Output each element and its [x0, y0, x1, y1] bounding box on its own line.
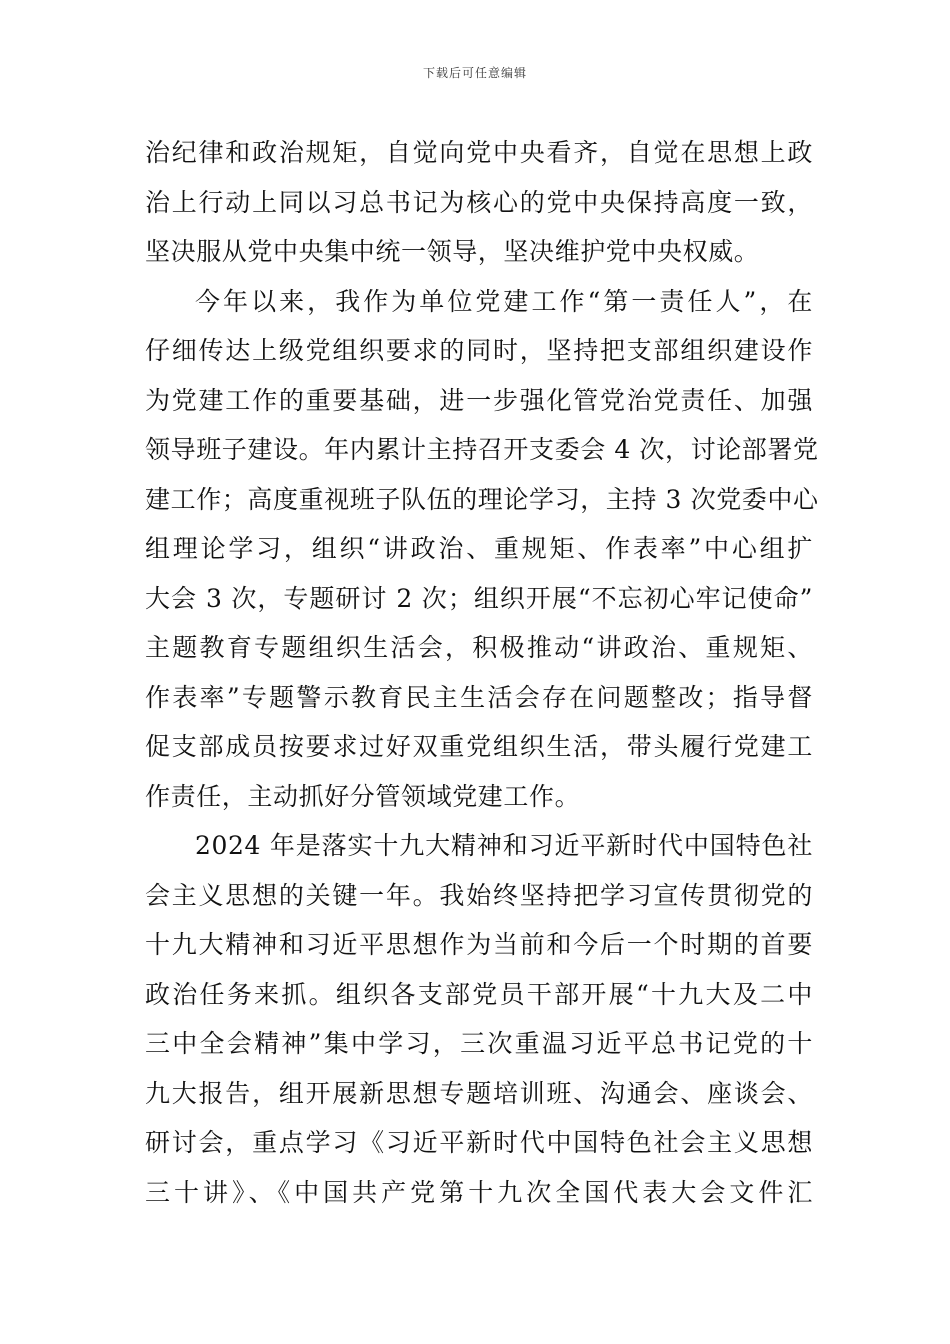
text-line: 主题教育专题组织生活会，积极推动“讲政治、重规矩、 [145, 633, 813, 662]
text-line: 三十讲》、《中国共产党第十九次全国代表大会文件汇 [145, 1177, 813, 1207]
text-line: 作表率”专题警示教育民主生活会存在问题整改；指导督 [145, 682, 813, 712]
text-line: 治上行动上同以习总书记为核心的党中央保持高度一致， [145, 187, 813, 217]
text-line: 三中全会精神”集中学习，三次重温习近平总书记党的十 [145, 1029, 813, 1058]
text-line: 坚决服从党中央集中统一领导，坚决维护党中央权威。 [145, 237, 760, 266]
text-line: 治纪律和政治规矩，自觉向党中央看齐，自觉在思想上政 [145, 138, 813, 167]
text-line: 2024 年是落实十九大精神和习近平新时代中国特色社 [195, 831, 813, 860]
text-line: 大会 3 次，专题研讨 2 次；组织开展“不忘初心牢记使命” [145, 583, 813, 613]
page-header: 下载后可任意编辑 [422, 66, 527, 80]
text-line: 仔细传达上级党组织要求的同时，坚持把支部组织建设作 [145, 336, 813, 365]
body-text [145, 128, 819, 1217]
text-line: 研讨会，重点学习《习近平新时代中国特色社会主义思想 [145, 1128, 813, 1157]
text-line: 作责任，主动抓好分管领域党建工作。 [145, 781, 581, 811]
text-line: 为党建工作的重要基础，进一步强化管党治党责任、加强 [145, 385, 813, 415]
text-line: 建工作；高度重视班子队伍的理论学习，主持 3 次党委中心 [145, 484, 819, 514]
text-line: 政治任务来抓。组织各支部党员干部开展“十九大及二中 [145, 979, 813, 1009]
text-line: 组理论学习，组织“讲政治、重规矩、作表率”中心组扩 [145, 534, 813, 563]
text-line: 领导班子建设。年内累计主持召开支委会 4 次，讨论部署党 [145, 435, 819, 464]
text-line: 促支部成员按要求过好双重党组织生活，带头履行党建工 [145, 732, 813, 761]
text-line: 九大报告，组开展新思想专题培训班、沟通会、座谈会、 [145, 1078, 813, 1108]
text-line: 今年以来，我作为单位党建工作“第一责任人”，在 [195, 286, 813, 316]
text-line: 十九大精神和习近平思想作为当前和今后一个时期的首要 [145, 930, 813, 959]
text-line: 会主义思想的关键一年。我始终坚持把学习宣传贯彻党的 [145, 880, 813, 910]
